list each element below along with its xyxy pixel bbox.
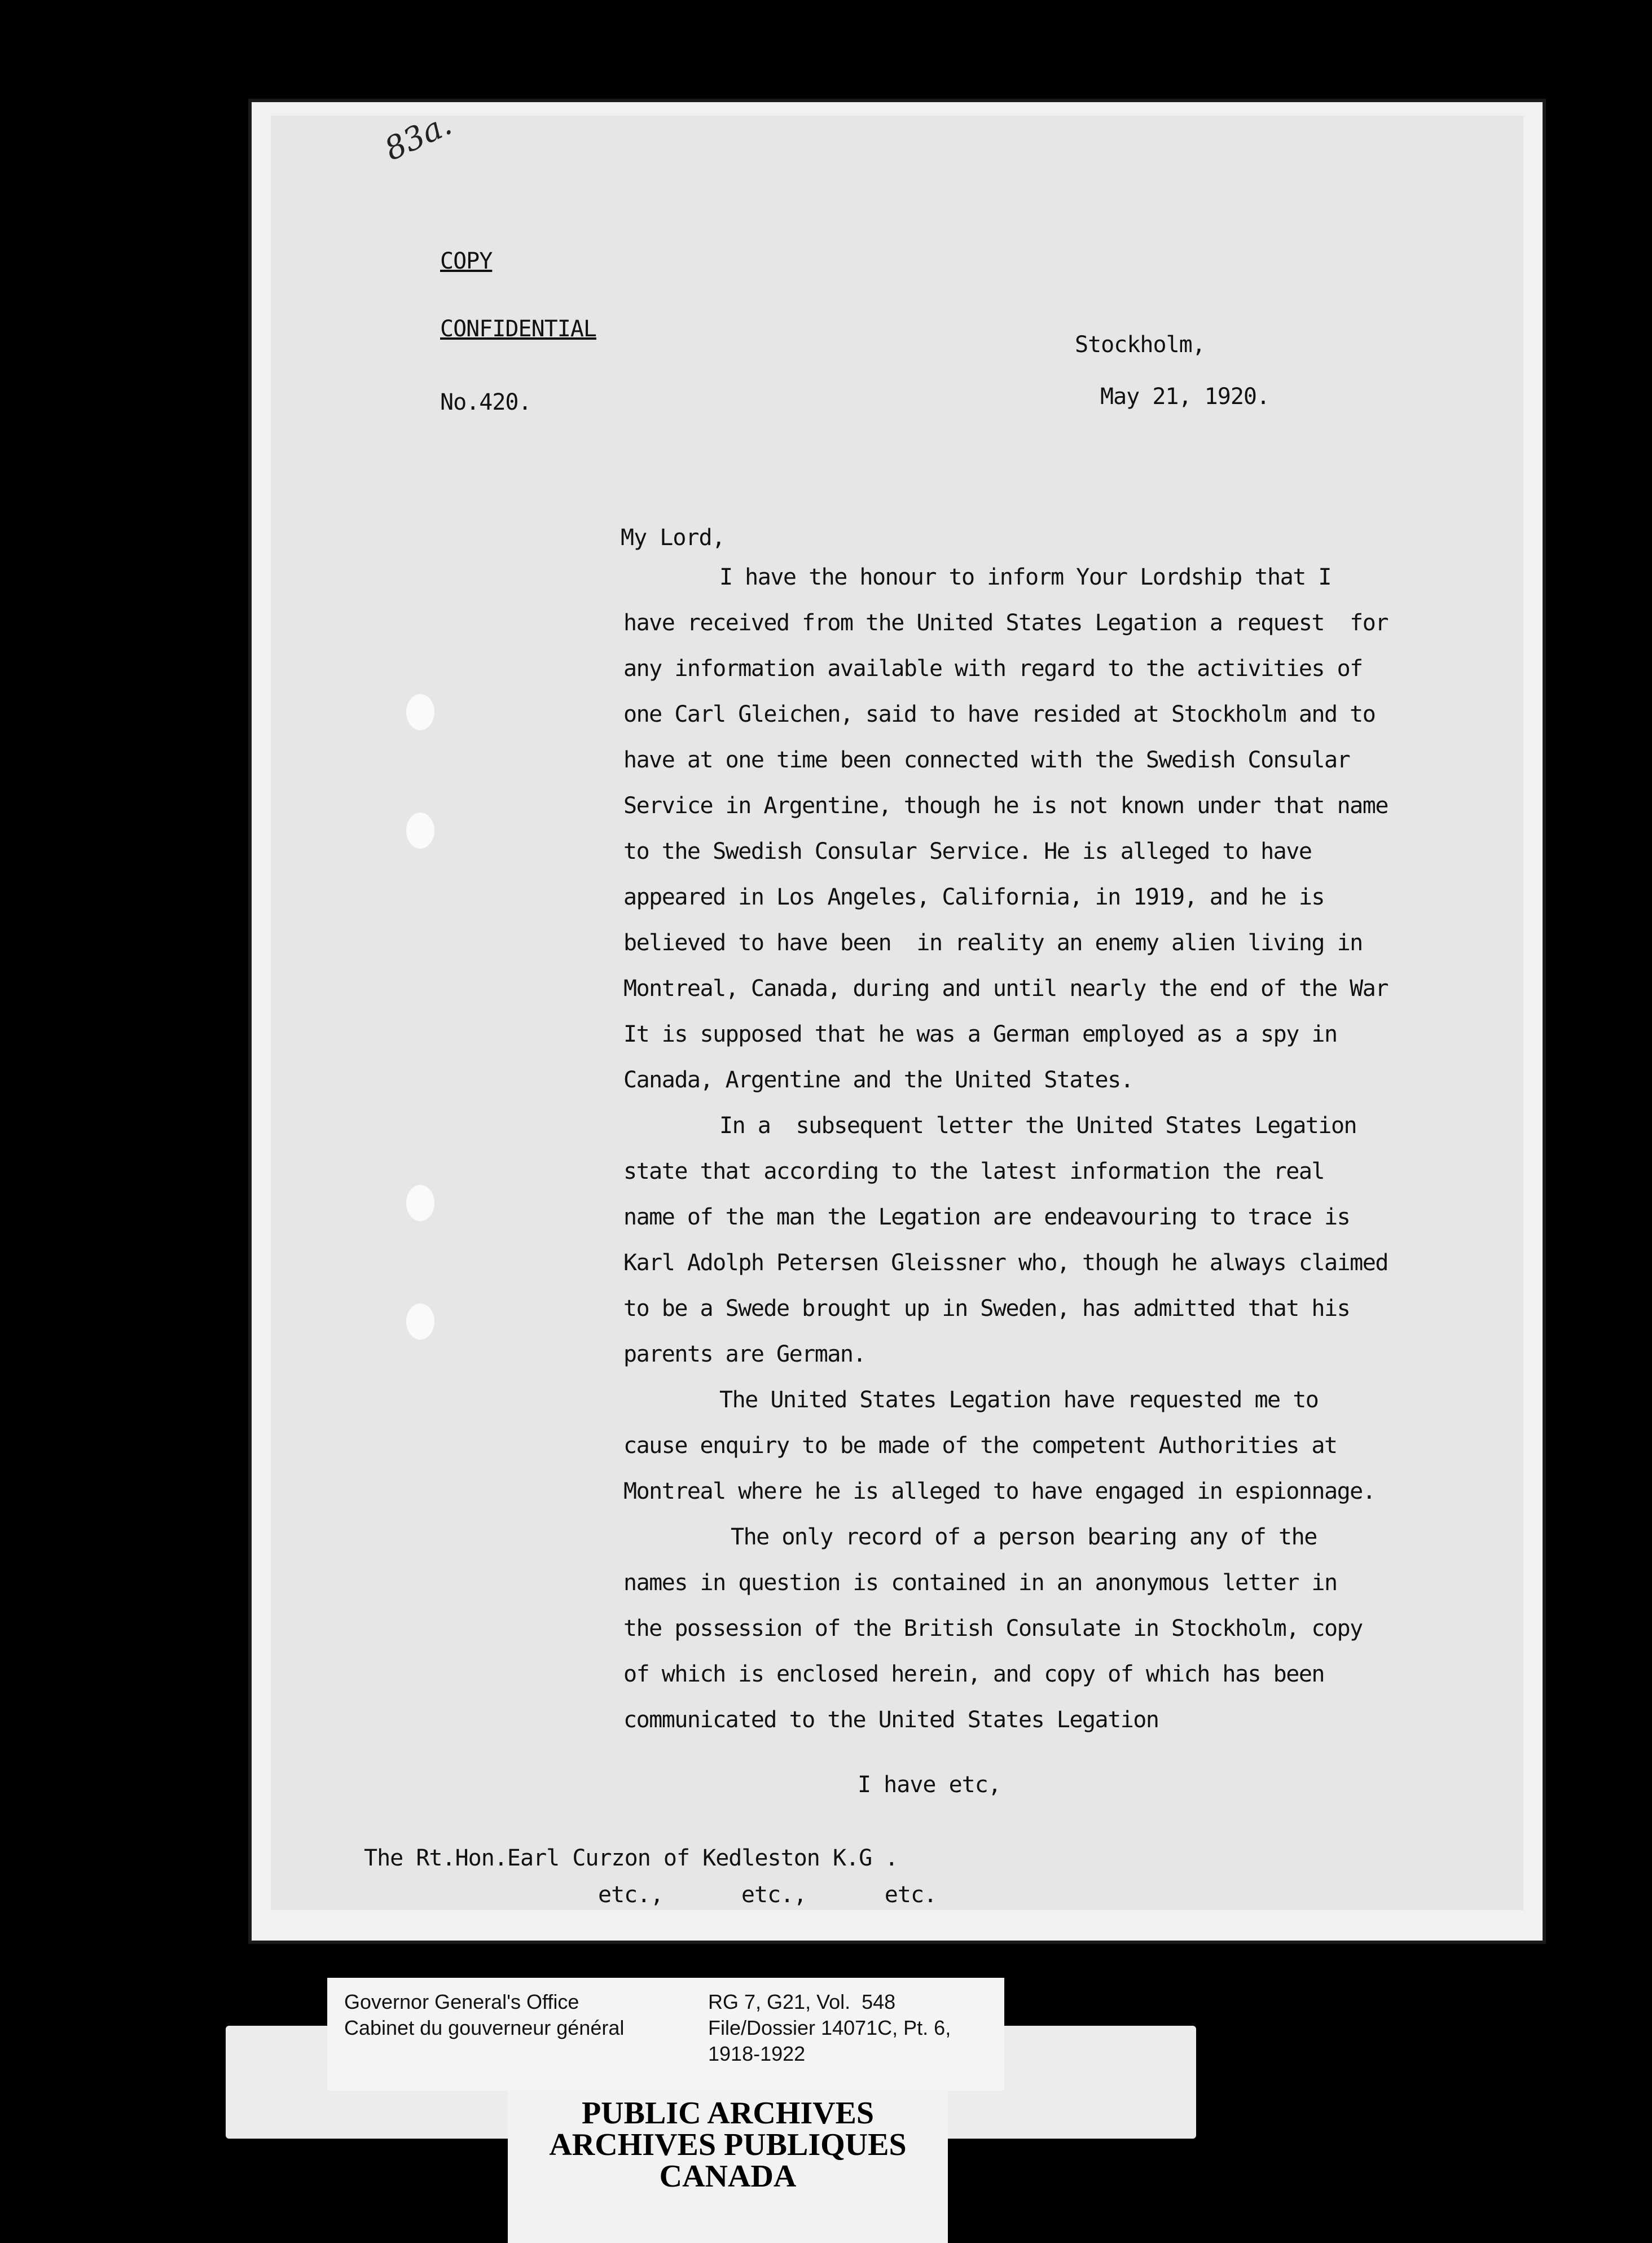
place-line: Stockholm, bbox=[1075, 332, 1205, 358]
body-line: I have the honour to inform Your Lordship that I bbox=[719, 564, 1331, 590]
office-english: Governor General's Office bbox=[344, 1990, 579, 2013]
body-line: In a subsequent letter the United States Legation bbox=[719, 1113, 1357, 1139]
body-line: appeared in Los Angeles, California, in 1919, and he is bbox=[623, 884, 1325, 910]
date-line: May 21, 1920. bbox=[1100, 384, 1270, 410]
reference-line-1: RG 7, G21, Vol. 548 bbox=[708, 1990, 896, 2013]
body-line: of which is enclosed herein, and copy of which has been bbox=[623, 1661, 1325, 1687]
addressee-line-2: etc., etc., etc. bbox=[598, 1882, 937, 1908]
addressee-line-1: The Rt.Hon.Earl Curzon of Kedleston K.G . bbox=[364, 1845, 898, 1871]
body-line: Canada, Argentine and the United States. bbox=[623, 1067, 1133, 1093]
punch-hole-2 bbox=[406, 813, 434, 849]
archives-line-1: PUBLIC ARCHIVES bbox=[581, 2096, 875, 2131]
body-line: any information available with regard to the activities of bbox=[623, 656, 1363, 682]
body-line: names in question is contained in an anonymous letter in bbox=[623, 1570, 1337, 1596]
body-line: It is supposed that he was a German employed as a spy in bbox=[623, 1021, 1337, 1047]
body-line: one Carl Gleichen, said to have resided at Stockholm and to bbox=[623, 701, 1376, 727]
handwritten-mark: 83a. bbox=[379, 106, 458, 168]
body-line: the possession of the British Consulate in Stockholm, copy bbox=[623, 1616, 1363, 1641]
body-line: parents are German. bbox=[623, 1341, 866, 1367]
body-line: believed to have been in reality an enemy alien living in bbox=[623, 930, 1363, 956]
archive-reference-label bbox=[327, 1978, 1004, 2091]
body-line: have received from the United States Legation a request for bbox=[623, 610, 1388, 636]
punch-hole-1 bbox=[406, 694, 434, 730]
archives-line-2: ARCHIVES PUBLIQUES bbox=[549, 2127, 907, 2162]
body-line: The United States Legation have requested me to bbox=[719, 1387, 1319, 1413]
body-line: Montreal, Canada, during and until nearly the end of the War bbox=[623, 976, 1388, 1002]
body-line: state that according to the latest information the real bbox=[623, 1158, 1325, 1184]
body-line: to be a Swede brought up in Sweden, has admitted that his bbox=[623, 1296, 1350, 1322]
copy-label: COPY bbox=[440, 248, 493, 274]
document-number: No.420. bbox=[440, 389, 531, 415]
confidential-label: CONFIDENTIAL bbox=[440, 316, 596, 342]
reference-line-3: 1918-1922 bbox=[708, 2042, 806, 2065]
body-line: cause enquiry to be made of the competent Authorities at bbox=[623, 1433, 1337, 1459]
archives-line-3: CANADA bbox=[659, 2159, 797, 2194]
punch-hole-3 bbox=[406, 1185, 434, 1221]
punch-hole-4 bbox=[406, 1303, 434, 1340]
body-line: name of the man the Legation are endeavouring to trace is bbox=[623, 1204, 1350, 1230]
closing: I have etc, bbox=[858, 1772, 1001, 1798]
body-line: communicated to the United States Legation bbox=[623, 1707, 1159, 1733]
letter-body bbox=[623, 564, 1388, 1753]
body-line: to the Swedish Consular Service. He is alleged to have bbox=[623, 839, 1312, 864]
body-line: have at one time been connected with the Swedish Consular bbox=[623, 747, 1350, 773]
body-line: Karl Adolph Petersen Gleissner who, though he always claimed bbox=[623, 1250, 1388, 1276]
body-line: Service in Argentine, though he is not known under that name bbox=[623, 793, 1388, 819]
body-line: The only record of a person bearing any of the bbox=[731, 1524, 1317, 1550]
body-line: Montreal where he is alleged to have engaged in espionnage. bbox=[623, 1478, 1376, 1504]
reference-line-2: File/Dossier 14071C, Pt. 6, bbox=[708, 2016, 951, 2039]
office-french: Cabinet du gouverneur général bbox=[344, 2016, 625, 2039]
salutation: My Lord, bbox=[621, 525, 725, 551]
archives-stamp bbox=[508, 2091, 948, 2243]
